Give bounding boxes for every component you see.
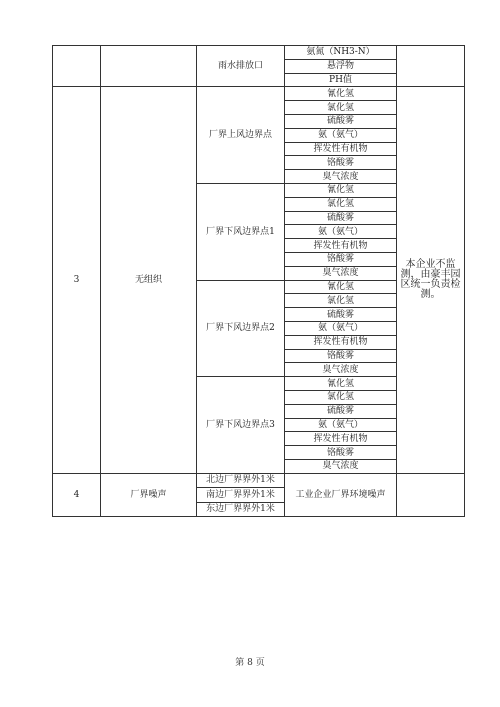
noise-standard: 工业企业厂界环境噪声 xyxy=(285,473,397,517)
point-downwind-3: 厂界下风边界点3 xyxy=(197,377,285,474)
pollutant-cell: 挥发性有机物 xyxy=(285,432,397,446)
pollutant-cell: 氨（氨气） xyxy=(285,321,397,335)
num-cell-empty xyxy=(53,46,101,87)
pollutant-cell: PH值 xyxy=(285,73,397,87)
point-downwind-2: 厂界下风边界点2 xyxy=(197,280,285,377)
pollutant-cell: 硫酸雾 xyxy=(285,114,397,128)
pollutant-cell: 氯化氢 xyxy=(285,294,397,308)
item-number-4: 4 xyxy=(53,473,101,517)
point-upwind: 厂界上风边界点 xyxy=(197,87,285,184)
point-east: 东边厂界界外1米 xyxy=(197,502,285,517)
pollutant-cell: 铬酸雾 xyxy=(285,349,397,363)
pollutant-cell: 氯化氢 xyxy=(285,390,397,404)
note-cell-empty xyxy=(397,473,465,517)
pollutant-cell: 铬酸雾 xyxy=(285,252,397,266)
pollutant-cell: 氰化氢 xyxy=(285,87,397,101)
pollutant-cell: 氯化氢 xyxy=(285,101,397,115)
pollutant-cell: 氨（氨气） xyxy=(285,225,397,239)
point-north: 北边厂界界外1米 xyxy=(197,473,285,488)
pollutant-cell: 硫酸雾 xyxy=(285,308,397,322)
monitoring-table xyxy=(52,45,465,517)
table-row xyxy=(53,87,465,101)
pollutant-cell: 硫酸雾 xyxy=(285,211,397,225)
pollutant-cell: 氯化氢 xyxy=(285,197,397,211)
pollutant-cell: 挥发性有机物 xyxy=(285,142,397,156)
pollutant-cell: 氨（氨气） xyxy=(285,418,397,432)
note-cell-empty xyxy=(397,46,465,87)
point-south: 南边厂界界外1米 xyxy=(197,488,285,503)
point-downwind-1: 厂界下风边界点1 xyxy=(197,183,285,280)
pollutant-cell: 氰化氢 xyxy=(285,183,397,197)
pollutant-cell: 挥发性有机物 xyxy=(285,335,397,349)
pollutant-cell: 臭气浓度 xyxy=(285,266,397,280)
pollutant-cell: 挥发性有机物 xyxy=(285,239,397,253)
pollutant-cell: 氰化氢 xyxy=(285,377,397,391)
category-fugitive: 无组织 xyxy=(101,87,197,473)
page-number: 第 8 页 xyxy=(235,658,265,668)
pollutant-cell: 铬酸雾 xyxy=(285,446,397,460)
pollutant-cell: 臭气浓度 xyxy=(285,170,397,184)
monitoring-note: 本企业不监测，由豪丰园区统一负责检测。 xyxy=(397,87,465,473)
category-cell-empty xyxy=(101,46,197,87)
category-noise: 厂界噪声 xyxy=(101,473,197,517)
point-rain-outlet: 雨水排放口 xyxy=(197,46,285,87)
pollutant-cell: 氰化氢 xyxy=(285,280,397,294)
pollutant-cell: 氨氮（NH3-N） xyxy=(285,46,397,60)
table-row xyxy=(53,46,465,60)
pollutant-cell: 铬酸雾 xyxy=(285,156,397,170)
item-number-3: 3 xyxy=(53,87,101,473)
pollutant-cell: 硫酸雾 xyxy=(285,404,397,418)
pollutant-cell: 臭气浓度 xyxy=(285,363,397,377)
pollutant-cell: 氨（氨气） xyxy=(285,128,397,142)
table-row xyxy=(53,473,465,488)
pollutant-cell: 臭气浓度 xyxy=(285,459,397,473)
pollutant-cell: 悬浮物 xyxy=(285,59,397,73)
